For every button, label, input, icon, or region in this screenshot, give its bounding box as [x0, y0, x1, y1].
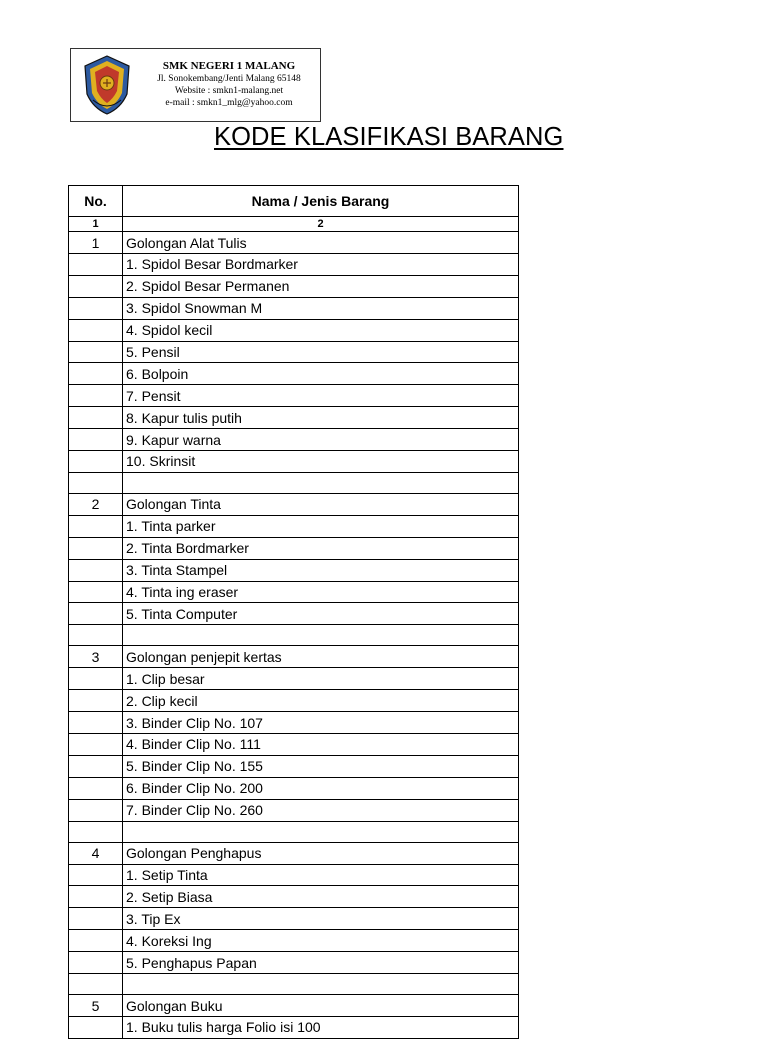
table-row	[69, 581, 519, 603]
school-website: Website : smkn1-malang.net	[174, 86, 284, 96]
item-number-cell	[69, 930, 123, 952]
item-name: 9. Kapur warna	[123, 429, 519, 451]
classification-table	[68, 185, 519, 1039]
table-row	[69, 952, 519, 974]
spacer-row	[69, 625, 519, 646]
group-number: 1	[69, 232, 123, 254]
item-number-cell	[69, 755, 123, 777]
school-emblem-icon	[81, 54, 133, 116]
item-name: 5. Penghapus Papan	[123, 952, 519, 974]
table-row	[69, 341, 519, 363]
item-number-cell	[69, 734, 123, 756]
spacer-cell	[123, 821, 519, 842]
table-row	[69, 734, 519, 756]
group-name: Golongan Buku	[123, 995, 519, 1017]
spacer-cell	[123, 625, 519, 646]
item-name: 2. Clip kecil	[123, 690, 519, 712]
school-email: e-mail : smkn1_mlg@yahoo.com	[165, 98, 293, 108]
item-name: 2. Setip Biasa	[123, 886, 519, 908]
column-index-row	[69, 217, 519, 232]
group-name: Golongan Alat Tulis	[123, 232, 519, 254]
item-number-cell	[69, 407, 123, 429]
item-name: 4. Spidol kecil	[123, 319, 519, 341]
table-row	[69, 690, 519, 712]
item-name: 4. Koreksi Ing	[123, 930, 519, 952]
item-number-cell	[69, 515, 123, 537]
item-number-cell	[69, 886, 123, 908]
group-name: Golongan Tinta	[123, 493, 519, 515]
item-number-cell	[69, 319, 123, 341]
item-number-cell	[69, 864, 123, 886]
group-number: 5	[69, 995, 123, 1017]
item-number-cell	[69, 952, 123, 974]
table-row	[69, 668, 519, 690]
group-name: Golongan penjepit kertas	[123, 646, 519, 668]
table-row	[69, 559, 519, 581]
spacer-cell	[123, 472, 519, 493]
item-name: 5. Binder Clip No. 155	[123, 755, 519, 777]
item-name: 3. Tinta Stampel	[123, 559, 519, 581]
item-number-cell	[69, 275, 123, 297]
table-row	[69, 319, 519, 341]
item-name: 8. Kapur tulis putih	[123, 407, 519, 429]
item-number-cell	[69, 799, 123, 821]
item-name: 6. Bolpoin	[123, 363, 519, 385]
column-index-no: 1	[69, 217, 123, 232]
table-row	[69, 799, 519, 821]
item-number-cell	[69, 1017, 123, 1039]
school-address: Jl. Sonokembang/Jenti Malang 65148	[157, 74, 301, 84]
table-row	[69, 930, 519, 952]
item-number-cell	[69, 559, 123, 581]
item-number-cell	[69, 429, 123, 451]
item-number-cell	[69, 690, 123, 712]
item-name: 1. Clip besar	[123, 668, 519, 690]
item-name: 5. Pensil	[123, 341, 519, 363]
item-name: 2. Tinta Bordmarker	[123, 537, 519, 559]
group-number: 4	[69, 842, 123, 864]
item-name: 10. Skrinsit	[123, 451, 519, 473]
item-name: 1. Buku tulis harga Folio isi 100	[123, 1017, 519, 1039]
item-name: 1. Tinta parker	[123, 515, 519, 537]
item-name: 6. Binder Clip No. 200	[123, 777, 519, 799]
column-index-nama: 2	[123, 217, 519, 232]
table-header-row	[69, 186, 519, 217]
table-row	[69, 864, 519, 886]
table-row	[69, 451, 519, 473]
spacer-cell	[123, 974, 519, 995]
item-number-cell	[69, 603, 123, 625]
item-number-cell	[69, 341, 123, 363]
item-number-cell	[69, 297, 123, 319]
table-row	[69, 908, 519, 930]
spacer-cell	[69, 625, 123, 646]
table-row	[69, 603, 519, 625]
item-number-cell	[69, 254, 123, 276]
item-number-cell	[69, 581, 123, 603]
table-row	[69, 515, 519, 537]
table-row	[69, 777, 519, 799]
item-name: 1. Setip Tinta	[123, 864, 519, 886]
group-row	[69, 493, 519, 515]
table-row	[69, 275, 519, 297]
item-name: 4. Tinta ing eraser	[123, 581, 519, 603]
table-row	[69, 297, 519, 319]
item-number-cell	[69, 537, 123, 559]
spacer-cell	[69, 821, 123, 842]
table-body	[69, 217, 519, 1039]
letterhead	[70, 48, 321, 122]
item-number-cell	[69, 363, 123, 385]
document-title: KODE KLASIFIKASI BARANG	[214, 123, 564, 151]
spacer-cell	[69, 974, 123, 995]
table-row	[69, 407, 519, 429]
spacer-row	[69, 974, 519, 995]
spacer-row	[69, 821, 519, 842]
item-name: 7. Pensit	[123, 385, 519, 407]
item-name: 5. Tinta Computer	[123, 603, 519, 625]
group-row	[69, 232, 519, 254]
group-row	[69, 842, 519, 864]
table-row	[69, 1017, 519, 1039]
item-name: 7. Binder Clip No. 260	[123, 799, 519, 821]
item-number-cell	[69, 712, 123, 734]
table-row	[69, 755, 519, 777]
column-header-nama: Nama / Jenis Barang	[123, 186, 519, 217]
table-row	[69, 537, 519, 559]
group-row	[69, 995, 519, 1017]
item-name: 3. Spidol Snowman M	[123, 297, 519, 319]
school-name: SMK NEGERI 1 MALANG	[162, 60, 296, 72]
item-number-cell	[69, 908, 123, 930]
item-number-cell	[69, 385, 123, 407]
group-number: 3	[69, 646, 123, 668]
group-name: Golongan Penghapus	[123, 842, 519, 864]
item-name: 1. Spidol Besar Bordmarker	[123, 254, 519, 276]
item-number-cell	[69, 777, 123, 799]
spacer-cell	[69, 472, 123, 493]
table-row	[69, 429, 519, 451]
item-name: 4. Binder Clip No. 111	[123, 734, 519, 756]
table-row	[69, 712, 519, 734]
item-number-cell	[69, 668, 123, 690]
item-name: 3. Binder Clip No. 107	[123, 712, 519, 734]
table-row	[69, 254, 519, 276]
column-header-no: No.	[69, 186, 123, 217]
item-name: 2. Spidol Besar Permanen	[123, 275, 519, 297]
item-number-cell	[69, 451, 123, 473]
group-row	[69, 646, 519, 668]
table-row	[69, 363, 519, 385]
spacer-row	[69, 472, 519, 493]
table-row	[69, 886, 519, 908]
table-row	[69, 385, 519, 407]
group-number: 2	[69, 493, 123, 515]
item-name: 3. Tip Ex	[123, 908, 519, 930]
